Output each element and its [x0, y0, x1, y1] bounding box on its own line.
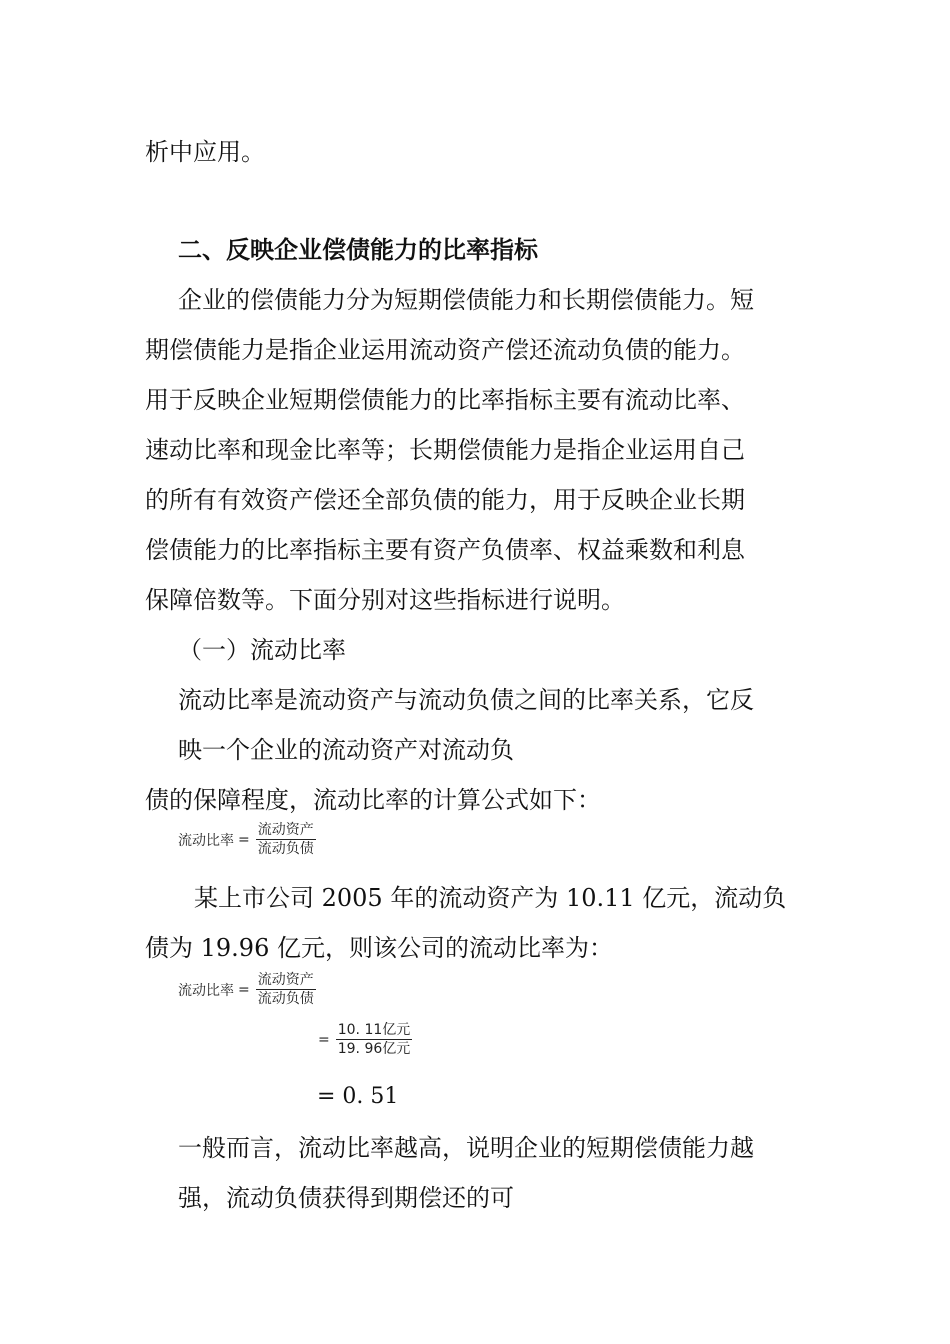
- subsection-heading: （一）流动比率: [178, 636, 346, 664]
- formula-numerator: 流动资产: [257, 972, 314, 988]
- paragraph-line: 偿债能力的比率指标主要有资产负债率、权益乘数和利息: [145, 536, 745, 564]
- paragraph-line: 债的保障程度，流动比率的计算公式如下：: [145, 786, 601, 814]
- formula-fraction: [256, 822, 316, 857]
- formula-equals: =: [238, 831, 250, 848]
- formula-current-ratio-example: [178, 972, 316, 1007]
- paragraph-line: 保障倍数等。下面分别对这些指标进行说明。: [145, 586, 625, 614]
- paragraph-line: 期偿债能力是指企业运用流动资产偿还流动负债的能力。: [145, 336, 745, 364]
- formula-denominator: 19. 96亿元: [337, 1041, 411, 1057]
- formula-label: 流动比率: [178, 982, 234, 999]
- formula-substitution: [318, 1022, 412, 1057]
- formula-result: = 0. 51: [317, 1084, 399, 1109]
- formula-numerator: 流动资产: [257, 822, 314, 838]
- formula-denominator: 流动负债: [257, 991, 314, 1007]
- paragraph-line: 速动比率和现金比率等；长期偿债能力是指企业运用自己: [145, 436, 745, 464]
- paragraph-line: 企业的偿债能力分为短期偿债能力和长期偿债能力。短: [178, 286, 754, 314]
- paragraph-line: 强，流动负债获得到期偿还的可: [178, 1184, 514, 1212]
- paragraph-line: 用于反映企业短期偿债能力的比率指标主要有流动比率、: [145, 386, 745, 414]
- paragraph-line: 映一个企业的流动资产对流动负: [178, 736, 514, 764]
- formula-fraction: [336, 1022, 413, 1057]
- formula-denominator: 流动负债: [257, 841, 314, 857]
- section-heading: 二、反映企业偿债能力的比率指标: [178, 235, 538, 264]
- formula-fraction: [256, 972, 316, 1007]
- paragraph-line: 的所有有效资产偿还全部负债的能力，用于反映企业长期: [145, 486, 745, 514]
- formula-equals: =: [318, 1031, 330, 1048]
- paragraph-line: 某上市公司 2005 年的流动资产为 10.11 亿元，流动负: [194, 884, 787, 912]
- formula-equals: =: [238, 981, 250, 998]
- paragraph-line: 一般而言，流动比率越高，说明企业的短期偿债能力越: [178, 1134, 754, 1162]
- formula-numerator: 10. 11亿元: [337, 1022, 411, 1038]
- paragraph-line: 流动比率是流动资产与流动负债之间的比率关系，它反: [178, 686, 754, 714]
- paragraph-line: 债为 19.96 亿元，则该公司的流动比率为：: [145, 934, 613, 962]
- paragraph-line: 析中应用。: [145, 138, 265, 166]
- formula-current-ratio: [178, 822, 316, 857]
- formula-label: 流动比率: [178, 832, 234, 849]
